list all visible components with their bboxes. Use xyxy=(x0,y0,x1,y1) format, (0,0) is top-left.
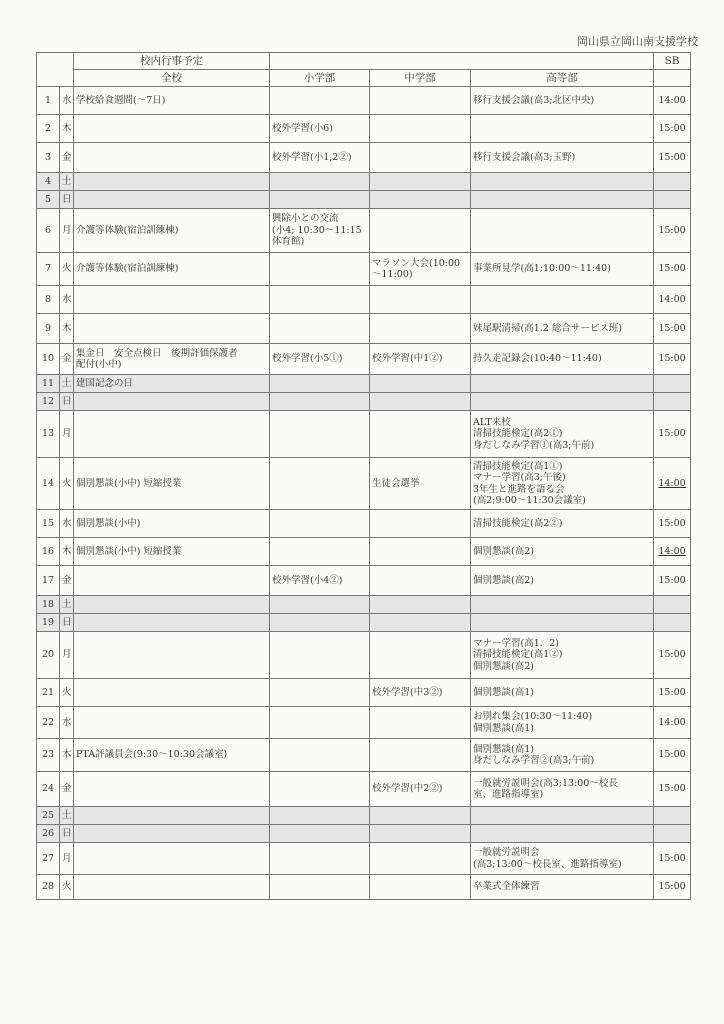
sb-time-cell: 15:00 xyxy=(654,739,691,772)
high-school-cell: 個別懇談(高1) xyxy=(471,679,654,707)
day-of-week: 土 xyxy=(60,807,74,825)
elementary-cell xyxy=(270,614,370,632)
all-school-cell xyxy=(74,825,270,843)
day-number: 16 xyxy=(37,538,60,566)
day-of-week: 日 xyxy=(60,191,74,209)
day-number: 3 xyxy=(37,143,60,173)
sb-time-cell: 15:00 xyxy=(654,843,691,875)
table-row xyxy=(37,411,691,458)
junior-high-cell xyxy=(370,314,471,344)
day-number: 1 xyxy=(37,87,60,115)
sb-time-cell: 15:00 xyxy=(654,344,691,375)
junior-high-cell xyxy=(370,393,471,411)
high-school-cell: 卒業式全体練習 xyxy=(471,875,654,900)
day-of-week: 金 xyxy=(60,344,74,375)
junior-high-cell: 校外学習(中2②) xyxy=(370,772,471,807)
junior-high-cell xyxy=(370,566,471,596)
table-row xyxy=(37,566,691,596)
elementary-cell: 校外学習(小1,2②) xyxy=(270,143,370,173)
elementary-cell xyxy=(270,843,370,875)
day-of-week: 水 xyxy=(60,286,74,314)
day-number: 10 xyxy=(37,344,60,375)
day-of-week: 土 xyxy=(60,596,74,614)
day-number: 20 xyxy=(37,632,60,679)
elementary-cell xyxy=(270,772,370,807)
day-number: 25 xyxy=(37,807,60,825)
day-of-week: 日 xyxy=(60,393,74,411)
all-school-cell xyxy=(74,143,270,173)
high-school-cell: 事業所見学(高1;10:00～11:40) xyxy=(471,253,654,286)
header-row-columns xyxy=(37,70,691,87)
table-row xyxy=(37,286,691,314)
sb-time-cell: 15:00 xyxy=(654,115,691,143)
junior-high-cell xyxy=(370,632,471,679)
high-school-cell xyxy=(471,209,654,253)
schedule-body xyxy=(37,87,691,900)
day-number: 5 xyxy=(37,191,60,209)
high-school-cell: 一般就労説明会(高3;13:00～校長 室、進路指導室) xyxy=(471,772,654,807)
elementary-cell xyxy=(270,739,370,772)
day-number: 24 xyxy=(37,772,60,807)
high-school-cell: 一般就労説明会 (高3;13:00～校長室、進路指導室) xyxy=(471,843,654,875)
sb-time-cell: 14:00 xyxy=(654,538,691,566)
table-row xyxy=(37,843,691,875)
day-number: 22 xyxy=(37,707,60,739)
elementary-cell xyxy=(270,807,370,825)
sb-time-cell: 15:00 xyxy=(654,411,691,458)
all-school-cell xyxy=(74,807,270,825)
header-col-mid: 中学部 xyxy=(370,70,471,87)
day-number: 27 xyxy=(37,843,60,875)
school-name: 岡山県立岡山南支援学校 xyxy=(577,35,698,48)
all-school-cell xyxy=(74,115,270,143)
sb-time-cell: 15:00 xyxy=(654,875,691,900)
all-school-cell: 学校給食週間(～7日) xyxy=(74,87,270,115)
table-row xyxy=(37,614,691,632)
elementary-cell: 校外学習(小6) xyxy=(270,115,370,143)
all-school-cell: 個別懇談(小中) 短縮授業 xyxy=(74,458,270,510)
day-of-week: 土 xyxy=(60,375,74,393)
junior-high-cell xyxy=(370,614,471,632)
table-row xyxy=(37,772,691,807)
day-of-week: 水 xyxy=(60,510,74,538)
junior-high-cell: 校外学習(中3②) xyxy=(370,679,471,707)
table-row xyxy=(37,596,691,614)
table-row xyxy=(37,679,691,707)
sb-time-cell: 15:00 xyxy=(654,679,691,707)
junior-high-cell xyxy=(370,87,471,115)
high-school-cell xyxy=(471,191,654,209)
all-school-cell: 介護等体験(宿泊訓練棟) xyxy=(74,253,270,286)
day-number: 4 xyxy=(37,173,60,191)
day-number: 17 xyxy=(37,566,60,596)
sb-time-cell: 15:00 xyxy=(654,510,691,538)
high-school-cell: 移行支援会議(高3;北区中央) xyxy=(471,87,654,115)
table-row xyxy=(37,875,691,900)
day-of-week: 火 xyxy=(60,875,74,900)
day-number: 19 xyxy=(37,614,60,632)
junior-high-cell xyxy=(370,510,471,538)
table-row xyxy=(37,510,691,538)
sb-time-cell xyxy=(654,807,691,825)
high-school-cell: マナー学習(高1．2) 清掃技能検定(高1②) 個別懇談(高2) xyxy=(471,632,654,679)
elementary-cell xyxy=(270,538,370,566)
high-school-cell: 清掃技能検定(高2②) xyxy=(471,510,654,538)
table-row xyxy=(37,807,691,825)
table-row xyxy=(37,143,691,173)
day-of-week: 金 xyxy=(60,143,74,173)
high-school-cell xyxy=(471,825,654,843)
day-of-week: 火 xyxy=(60,253,74,286)
sb-time-cell: 14:00 xyxy=(654,87,691,115)
sb-time-cell xyxy=(654,375,691,393)
junior-high-cell xyxy=(370,115,471,143)
sb-time-cell: 14:00 xyxy=(654,707,691,739)
day-of-week: 木 xyxy=(60,538,74,566)
high-school-cell xyxy=(471,115,654,143)
sb-time-cell: 15:00 xyxy=(654,253,691,286)
all-school-cell xyxy=(74,393,270,411)
day-number: 23 xyxy=(37,739,60,772)
elementary-cell xyxy=(270,596,370,614)
all-school-cell xyxy=(74,679,270,707)
sb-time-cell: 15:00 xyxy=(654,566,691,596)
high-school-cell xyxy=(471,286,654,314)
table-row xyxy=(37,825,691,843)
junior-high-cell xyxy=(370,807,471,825)
sb-time-cell xyxy=(654,393,691,411)
junior-high-cell xyxy=(370,875,471,900)
day-number: 14 xyxy=(37,458,60,510)
high-school-cell xyxy=(471,173,654,191)
high-school-cell: 清掃技能検定(高1①) マナー学習(高3;午後) 3年生と進路を語る会 (高2;9:00～11:30会議室) xyxy=(471,458,654,510)
junior-high-cell xyxy=(370,209,471,253)
day-of-week: 月 xyxy=(60,209,74,253)
high-school-cell: 個別懇談(高2) xyxy=(471,538,654,566)
table-row xyxy=(37,538,691,566)
day-number: 7 xyxy=(37,253,60,286)
day-of-week: 月 xyxy=(60,843,74,875)
day-of-week: 木 xyxy=(60,314,74,344)
day-number: 18 xyxy=(37,596,60,614)
elementary-cell xyxy=(270,173,370,191)
day-of-week: 金 xyxy=(60,566,74,596)
sb-time-cell xyxy=(654,191,691,209)
day-of-week: 水 xyxy=(60,707,74,739)
high-school-cell xyxy=(471,393,654,411)
elementary-cell xyxy=(270,875,370,900)
all-school-cell: 介護等体験(宿泊訓練棟) xyxy=(74,209,270,253)
high-school-cell: お別れ集会(10:30～11:40) 個別懇談(高1) xyxy=(471,707,654,739)
high-school-cell: 妹尾駅清掃(高1.2 総合サービス班) xyxy=(471,314,654,344)
table-row xyxy=(37,253,691,286)
high-school-cell xyxy=(471,375,654,393)
elementary-cell xyxy=(270,87,370,115)
day-of-week: 月 xyxy=(60,411,74,458)
sb-time-cell: 15:00 xyxy=(654,209,691,253)
elementary-cell xyxy=(270,286,370,314)
all-school-cell xyxy=(74,286,270,314)
all-school-cell: 建国記念の日 xyxy=(74,375,270,393)
elementary-cell: 校外学習(小4②) xyxy=(270,566,370,596)
day-of-week: 火 xyxy=(60,458,74,510)
junior-high-cell xyxy=(370,596,471,614)
high-school-cell: ALT来校 清掃技能検定(高2①) 身だしなみ学習①(高3;午前) xyxy=(471,411,654,458)
all-school-cell xyxy=(74,173,270,191)
all-school-cell: 個別懇談(小中) xyxy=(74,510,270,538)
day-number: 6 xyxy=(37,209,60,253)
junior-high-cell: 校外学習(中1②) xyxy=(370,344,471,375)
elementary-cell xyxy=(270,458,370,510)
table-row xyxy=(37,314,691,344)
table-row xyxy=(37,632,691,679)
table-row xyxy=(37,707,691,739)
header-col-elem: 小学部 xyxy=(270,70,370,87)
all-school-cell: 集金日 安全点検日 後期評価保護者 配付(小中) xyxy=(74,344,270,375)
day-number: 15 xyxy=(37,510,60,538)
table-row xyxy=(37,191,691,209)
junior-high-cell xyxy=(370,739,471,772)
elementary-cell xyxy=(270,411,370,458)
table-row xyxy=(37,115,691,143)
elementary-cell xyxy=(270,707,370,739)
table-row xyxy=(37,375,691,393)
day-number: 11 xyxy=(37,375,60,393)
all-school-cell xyxy=(74,875,270,900)
junior-high-cell xyxy=(370,191,471,209)
elementary-cell xyxy=(270,191,370,209)
header-blank xyxy=(270,53,654,70)
header-col-all: 全校 xyxy=(74,70,270,87)
table-row xyxy=(37,209,691,253)
table-row xyxy=(37,344,691,375)
sb-time-cell: 14:00 xyxy=(654,286,691,314)
sb-time-cell: 15:00 xyxy=(654,143,691,173)
sb-time-cell xyxy=(654,825,691,843)
junior-high-cell: 生徒会選挙 xyxy=(370,458,471,510)
sb-time-cell: 15:00 xyxy=(654,314,691,344)
junior-high-cell xyxy=(370,286,471,314)
high-school-cell: 移行支援会議(高3;玉野) xyxy=(471,143,654,173)
day-number: 26 xyxy=(37,825,60,843)
elementary-cell xyxy=(270,825,370,843)
day-of-week: 水 xyxy=(60,87,74,115)
header-row-top xyxy=(37,53,691,70)
high-school-cell: 個別懇談(高1) 身だしなみ学習②(高3;午前) xyxy=(471,739,654,772)
all-school-cell xyxy=(74,843,270,875)
table-row xyxy=(37,87,691,115)
day-of-week: 土 xyxy=(60,173,74,191)
all-school-cell xyxy=(74,191,270,209)
junior-high-cell xyxy=(370,538,471,566)
day-number: 2 xyxy=(37,115,60,143)
high-school-cell: 個別懇談(高2) xyxy=(471,566,654,596)
all-school-cell: PTA評議員会(9:30～10:30会議室) xyxy=(74,739,270,772)
day-of-week: 月 xyxy=(60,632,74,679)
day-of-week: 木 xyxy=(60,115,74,143)
junior-high-cell xyxy=(370,375,471,393)
day-number: 13 xyxy=(37,411,60,458)
junior-high-cell xyxy=(370,843,471,875)
elementary-cell xyxy=(270,375,370,393)
junior-high-cell xyxy=(370,707,471,739)
table-row xyxy=(37,173,691,191)
all-school-cell: 個別懇談(小中) 短縮授業 xyxy=(74,538,270,566)
header-sb-blank xyxy=(654,70,691,87)
day-number: 28 xyxy=(37,875,60,900)
elementary-cell: 興除小との交流 (小4; 10:30～11:15 体育館) xyxy=(270,209,370,253)
sb-time-cell: 14:00 xyxy=(654,458,691,510)
day-of-week: 木 xyxy=(60,739,74,772)
sb-time-cell: 15:00 xyxy=(654,772,691,807)
day-number: 21 xyxy=(37,679,60,707)
header-section-title: 校内行事予定 xyxy=(74,53,270,70)
day-of-week: 日 xyxy=(60,614,74,632)
sb-time-cell xyxy=(654,614,691,632)
sb-time-cell: 15:00 xyxy=(654,632,691,679)
all-school-cell xyxy=(74,707,270,739)
all-school-cell xyxy=(74,596,270,614)
day-of-week: 金 xyxy=(60,772,74,807)
table-row xyxy=(37,458,691,510)
sb-time-cell xyxy=(654,596,691,614)
elementary-cell xyxy=(270,632,370,679)
schedule-table xyxy=(36,52,691,900)
all-school-cell xyxy=(74,566,270,596)
day-number: 9 xyxy=(37,314,60,344)
header-col-high: 高等部 xyxy=(471,70,654,87)
junior-high-cell xyxy=(370,143,471,173)
elementary-cell xyxy=(270,510,370,538)
junior-high-cell: マラソン大会(10:00 ～11:00) xyxy=(370,253,471,286)
elementary-cell xyxy=(270,679,370,707)
sb-time-cell xyxy=(654,173,691,191)
elementary-cell xyxy=(270,253,370,286)
header-sb: SB xyxy=(654,53,691,70)
all-school-cell xyxy=(74,411,270,458)
header-corner xyxy=(37,53,74,87)
day-of-week: 日 xyxy=(60,825,74,843)
table-row xyxy=(37,393,691,411)
all-school-cell xyxy=(74,772,270,807)
elementary-cell: 校外学習(小5①) xyxy=(270,344,370,375)
elementary-cell xyxy=(270,393,370,411)
high-school-cell xyxy=(471,596,654,614)
elementary-cell xyxy=(270,314,370,344)
junior-high-cell xyxy=(370,173,471,191)
all-school-cell xyxy=(74,632,270,679)
day-number: 8 xyxy=(37,286,60,314)
junior-high-cell xyxy=(370,825,471,843)
day-number: 12 xyxy=(37,393,60,411)
all-school-cell xyxy=(74,314,270,344)
high-school-cell xyxy=(471,614,654,632)
junior-high-cell xyxy=(370,411,471,458)
table-row xyxy=(37,739,691,772)
all-school-cell xyxy=(74,614,270,632)
high-school-cell xyxy=(471,807,654,825)
high-school-cell: 持久走記録会(10:40～11:40) xyxy=(471,344,654,375)
day-of-week: 火 xyxy=(60,679,74,707)
